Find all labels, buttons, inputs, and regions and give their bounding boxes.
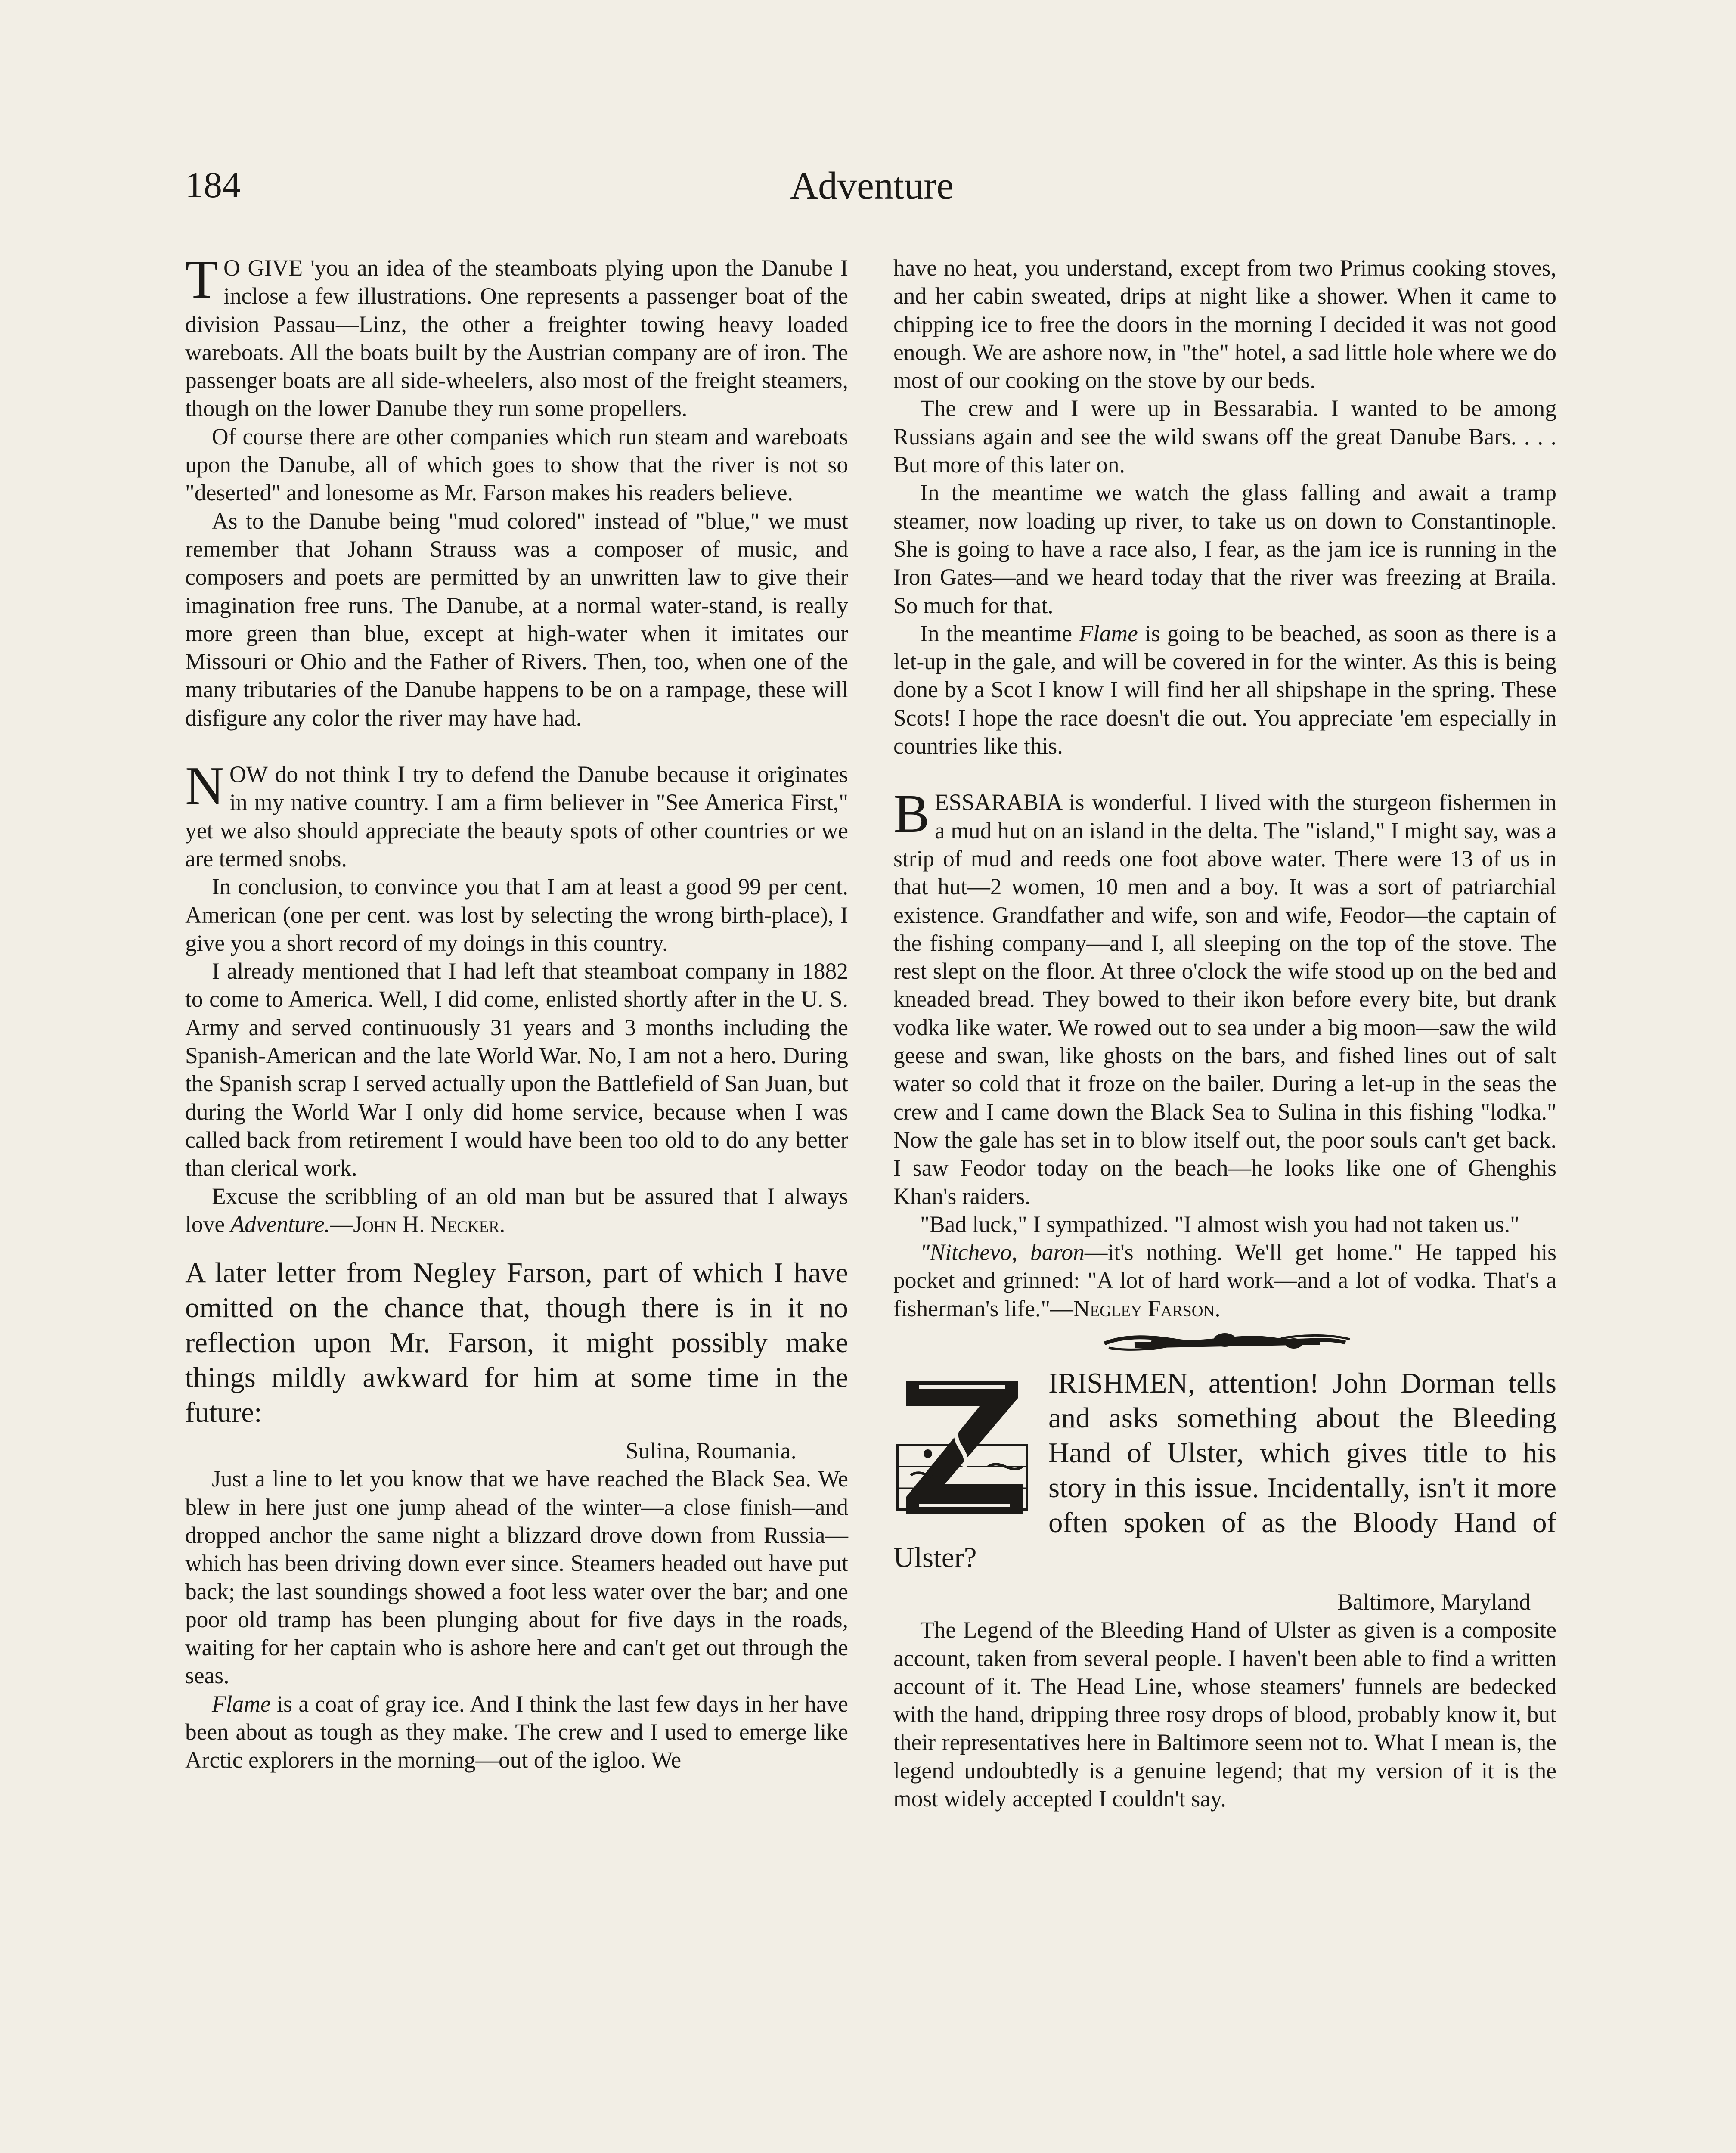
- left-column: [185, 250, 848, 1775]
- ornament-divider: [893, 1331, 1556, 1355]
- letter1-paragraph-5: In conclusion, to convince you that I am at least a good 99 per cent. American (one per cent. was lost by selecting the wrong birth-place), I give you a short record of my doings in this country.: [185, 874, 848, 956]
- paragraph-text: OW do not think I try to defend the Danube because it originates in my native country. I am a firm believer in "See America First," yet we also should appreciate the beauty spots of other countries or we are termed snobs.: [185, 761, 848, 872]
- decorated-initial-z-icon: [893, 1368, 1035, 1527]
- magazine-name: Adventure.: [230, 1211, 330, 1237]
- dateline: Sulina, Roumania.: [626, 1438, 797, 1464]
- farson-paragraph-3: The crew and I were up in Bessarabia. I wanted to be among Russians again and see the wild swans off the great Danube Bars. . . . But more of this later on.: [893, 395, 1556, 478]
- ship-name: Flame: [212, 1691, 271, 1717]
- letter1-closing: [185, 1182, 848, 1239]
- paragraph-text: is going to be beached, as soon as there is a let-up in the gale, and will be covered in for the winter. As this is being done by a Scot I know I will find her all shipshape in the spring. These Scots! I hope the race doesn't die out. You appreciate 'em especially in countries like this.: [893, 620, 1556, 759]
- farson-paragraph-5: [893, 620, 1556, 760]
- paragraph-text: O GIVE 'you an idea of the steamboats plying upon the Danube I inclose a few illustrations. One represents a passenger boat of the division Passau—Linz, the other a freighter towing heavy loaded wareboats. All the boats built by the Austrian company are of iron. The passenger boats are all side-wheelers, also most of the freight steamers, though on the lower Danube they run some propellers.: [185, 255, 848, 422]
- drop-cap: T: [185, 250, 218, 310]
- letter1-paragraph-4: [185, 756, 848, 873]
- letter1-paragraph-6: I already mentioned that I had left that steamboat company in 1882 to come to America. Well, I did come, enlisted shortly after in the U. S. Army and served continuously 31 years and 3 months including the Spanish-American and the late World War. No, I am not a hero. During the Spanish scrap I served actually upon the Battlefield of San Juan, but during the World War I only did home service, because when I was called back from retirement I would have been too old to do any better than clerical work.: [185, 958, 848, 1181]
- drop-cap: N: [185, 756, 224, 816]
- paragraph-text: ESSARABIA is wonderful. I lived with the sturgeon fishermen in a mud hut on an island in the delta. The "island," I might say, was a strip of mud and reeds one foot above water. There were 13 of us in that hut—2 women, 10 men and a boy. It was a sort of patriarchial existence. Grandfather and wife, son and wife, Feodor—the captain of the fishing company—and I, all sleeping on the top of the stove. The rest slept on the floor. At three o'clock the wife stood up on the bed and kneaded bread. They bowed to their ikon before every bite, but drank vodka like water. We rowed out to sea under a big moon—saw the wild geese and swan, like ghosts on the bars, and fished lines out of salt water so cold that it froze on the bailer. During a let-up in the seas the crew and I came down the Black Sea to Sulina in this fishing "lodka." Now the gale has set in to blow itself out, the poor souls can't get back. I saw Feodor today on the beach—he looks like one of Ghenghis Khan's raiders.: [893, 789, 1556, 1209]
- signature: —Negley Farson.: [1050, 1295, 1221, 1322]
- farson-paragraph-4: In the meantime we watch the glass falling and await a tramp steamer, now loading up river, to take us on down to Constantinople. She is going to have a race also, I fear, as the jam ice is running in the Iron Gates—and we heard today that the river was freezing at Braila. So much for that.: [893, 480, 1556, 618]
- letter1-paragraph-3: As to the Danube being "mud colored" instead of "blue," we must remember that Johann Strauss was a composer of music, and composers and poets are permitted by an unwritten law to give their imagination free runs. The Danube, at a normal water-stand, is really more green than blue, except at high-water when it imitates our Missouri or Ohio and the Father of Rivers. Then, too, when one of the many tributaries of the Danube happens to be on a rampage, these will disfigure any color the river may have had.: [185, 508, 848, 731]
- dateline: Baltimore, Maryland: [1337, 1588, 1531, 1615]
- signature: —John H. Necker.: [330, 1211, 505, 1237]
- right-column: [893, 254, 1556, 1813]
- italic-phrase: "Nitchevo, baron: [920, 1239, 1085, 1266]
- farson-paragraph-8: [893, 1238, 1556, 1323]
- farson-paragraph-2-continued: have no heat, you understand, except from two Primus cooking stoves, and her cabin sweated, drips at night like a shower. When it came to chipping ice to free the doors in the morning I decided it was not good enough. We are ashore now, in "the" hotel, a sad little hole where we do most of our cooking on the stove by our beds.: [893, 255, 1556, 394]
- closing-text: Excuse the scribbling of an old man but be assured that I always love: [185, 1183, 848, 1237]
- letter1-paragraph-2: Of course there are other companies which run steam and wareboats upon the Danube, all of which goes to show that the river is not so "deserted" and lonesome as Mr. Farson makes his readers believe.: [185, 423, 848, 506]
- farson-paragraph-6: [893, 784, 1556, 1210]
- paragraph-text: —it's nothing. We'll get home." He tapped his pocket and grinned: "A lot of hard work—and a lot of vodka. That's a fisherman's life.": [893, 1239, 1557, 1322]
- drop-cap: B: [893, 784, 930, 844]
- page-header: [185, 163, 1559, 223]
- paragraph-text: In the meantime: [920, 620, 1079, 646]
- paragraph-text: is a coat of gray ice. And I think the last few days in her have been about as tough as they make. The crew and I used to emerge like Arctic explorers in the morning—out of the igloo. We: [185, 1691, 848, 1773]
- page-number: 184: [185, 164, 241, 205]
- running-title: Adventure: [790, 164, 954, 207]
- farson-paragraph-1: Just a line to let you know that we have reached the Black Sea. We blew in here just one jump ahead of the winter—a close finish—and dropped anchor the same night a blizzard drove down from Russia—which has been driving down ever since. Steamers headed out have put back; the last soundings showed a foot less water over the bar; and one poor old tramp has been plunging about for five days in the roads, waiting for her captain who is ashore here and can't get out through the seas.: [185, 1466, 848, 1689]
- farson-paragraph-7: "Bad luck," I sympathized. "I almost wish you had not taken us.": [920, 1211, 1519, 1237]
- editor-intro: A later letter from Negley Farson, part of which I have omitted on the chance that, though there is in it no reflection upon Mr. Farson, it might possibly make things mildly awkward for him at some time in the future:: [185, 1257, 848, 1429]
- irish-section: [893, 1366, 1556, 1575]
- farson-paragraph-2: [185, 1690, 848, 1775]
- baltimore-paragraph-1: The Legend of the Bleeding Hand of Ulster as given is a composite account, taken from several people. I haven't been able to find a written account of it. The Head Line, whose steamers' funnels are bedecked with the hand, dripping three rosy drops of blood, probably know it, but their representatives here in Baltimore seem not to. What I mean is, the legend undoubtedly is a genuine legend; that my version of it is the most widely accepted I couldn't say.: [893, 1617, 1556, 1812]
- letter1-paragraph-1: [185, 250, 848, 423]
- irish-intro: IRISHMEN, attention! John Dorman tells and asks something about the Bleeding Hand of Ulster, which gives title to his story in this issue. Incidentally, isn't it more often spoken of as the Bloody Hand of Ulster?: [893, 1367, 1556, 1573]
- ship-name: Flame: [1079, 620, 1138, 646]
